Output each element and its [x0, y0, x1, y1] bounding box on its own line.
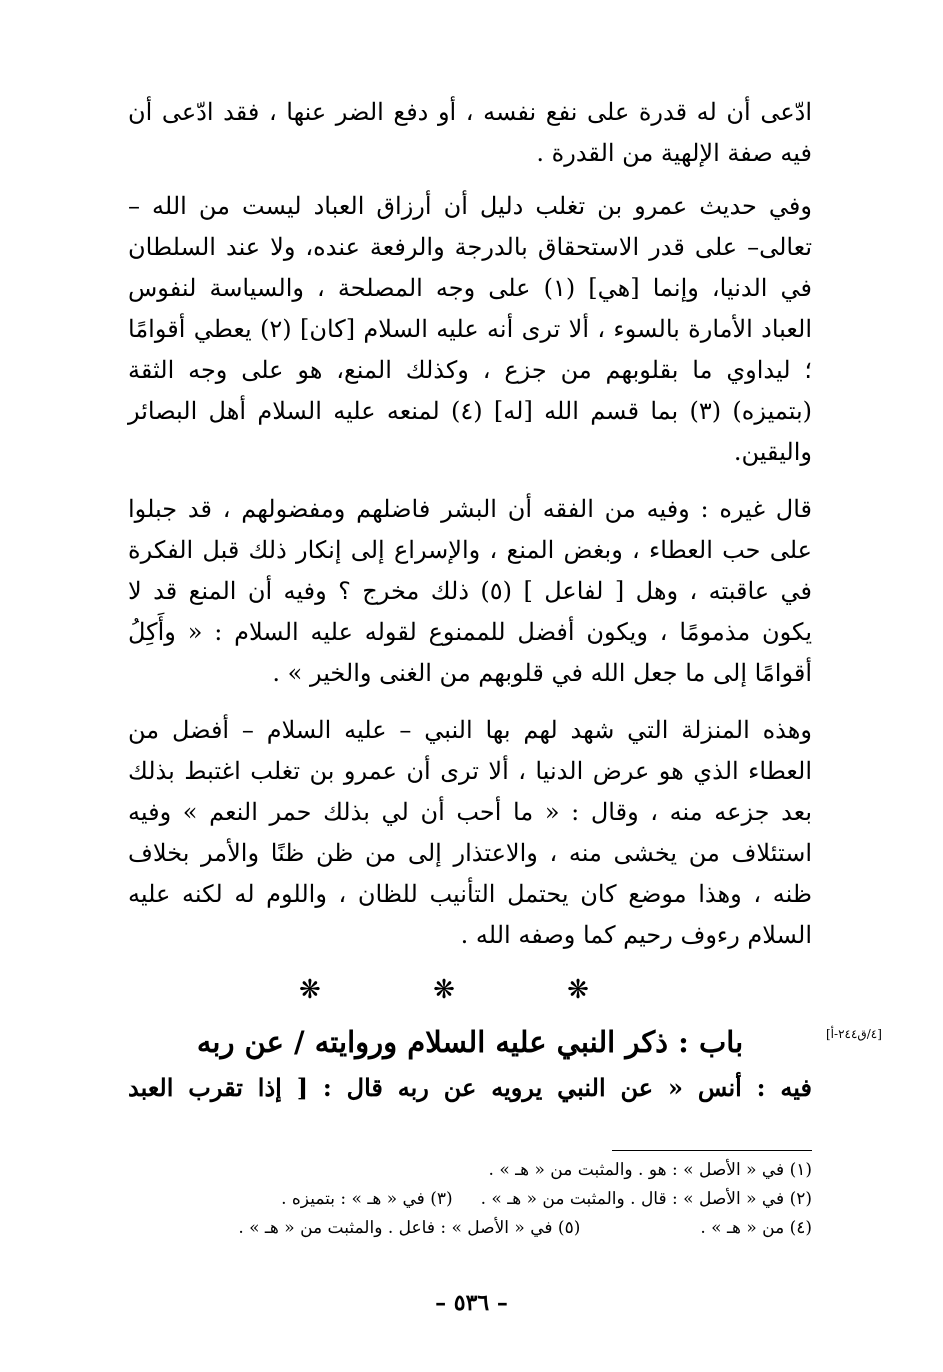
paragraph-2: وفي حديث عمرو بن تغلب دليل أن أرزاق العباد ليست من الله – تعالى– على قدر الاستحقاق بالدرجة والرفعة عنده، ولا عند السلطان في الدنيا، وإنما [هي] (١) على وجه المصلحة ، والسياسة لنفوس العباد الأمارة بالسوء ، ألا ترى أنه عليه السلام [كان] (٢) يعطي أقوامًا ؛ ليداوي ما بقلوبهم من جزع ، وكذلك المنع، هو على وجه الثقة (بتميزه) (٣) بما قسم الله [له] (٤) لمنعه عليه السلام أهل البصائر واليقين.: [128, 192, 812, 466]
footnote-row: [128, 1185, 812, 1214]
footnotes: [128, 1156, 812, 1243]
section-separator: ❋ ❋ ❋: [299, 975, 641, 1005]
footnote-3: (٣) في « هـ » : بتميزه .: [281, 1189, 453, 1209]
footnote-divider: [612, 1150, 812, 1151]
margin-reference: [٤/ق٢٤٤-أ]: [826, 1027, 882, 1041]
page-body: [128, 92, 812, 1110]
footnote-1: (١) في « الأصل » : هو . والمثبت من « هـ » .: [488, 1160, 812, 1180]
chapter-first-line: فيه : أنس « عن النبي يرويه عن ربه قال : [ إذا تقرب العبد: [128, 1073, 812, 1102]
footnote-row: [128, 1156, 812, 1185]
paragraph-3: قال غيره : وفيه من الفقه أن البشر فاضلهم ومفضولهم ، قد جبلوا على حب العطاء ، وبغض المنع ، والإسراع إلى إنكار ذلك قبل الفكرة في عاقبته ، وهل [ لفاعل ] (٥) ذلك مخرج ؟ وفيه أن المنع قد لا يكون مذمومًا ، ويكون أفضل للممنوع لقوله عليه السلام : « وأَكِلُ أقوامًا إلى ما جعل الله في قلوبهم من الغنى والخير » .: [128, 495, 812, 687]
footnote-row: [128, 1214, 812, 1243]
paragraph-4: وهذه المنزلة التي شهد لهم بها النبي – عليه السلام – أفضل من العطاء الذي هو عرض الدنيا ، ألا ترى أن عمرو بن تغلب اغتبط بذلك بعد جزعه منه ، وقال : « ما أحب أن لي بذلك حمر النعم » وفيه استئلاف من يخشى منه ، والاعتذار إلى من ظن ظنًا والأمر بخلاف ظنه ، وهذا موضع كان يحتمل التأنيب للظان ، واللوم له لكنه عليه السلام رءوف رحيم كما وصفه الله .: [128, 716, 813, 949]
paragraph-1: ادّعى أن له قدرة على نفع نفسه ، أو دفع الضر عنها ، فقد ادّعى أن فيه صفة الإلهية من القدرة .: [128, 98, 812, 167]
chapter-heading: باب : ذكر النبي عليه السلام وروايته / عن ربه: [196, 1025, 744, 1059]
footnote-2: (٢) في « الأصل » : قال . والمثبت من « هـ » .: [480, 1189, 812, 1209]
page-number: – ٥٣٦ –: [435, 1290, 508, 1316]
footnote-4: (٤) من « هـ » .: [700, 1218, 812, 1238]
footnote-5: (٥) في « الأصل » : فاعل . والمثبت من « هـ » .: [238, 1218, 581, 1238]
